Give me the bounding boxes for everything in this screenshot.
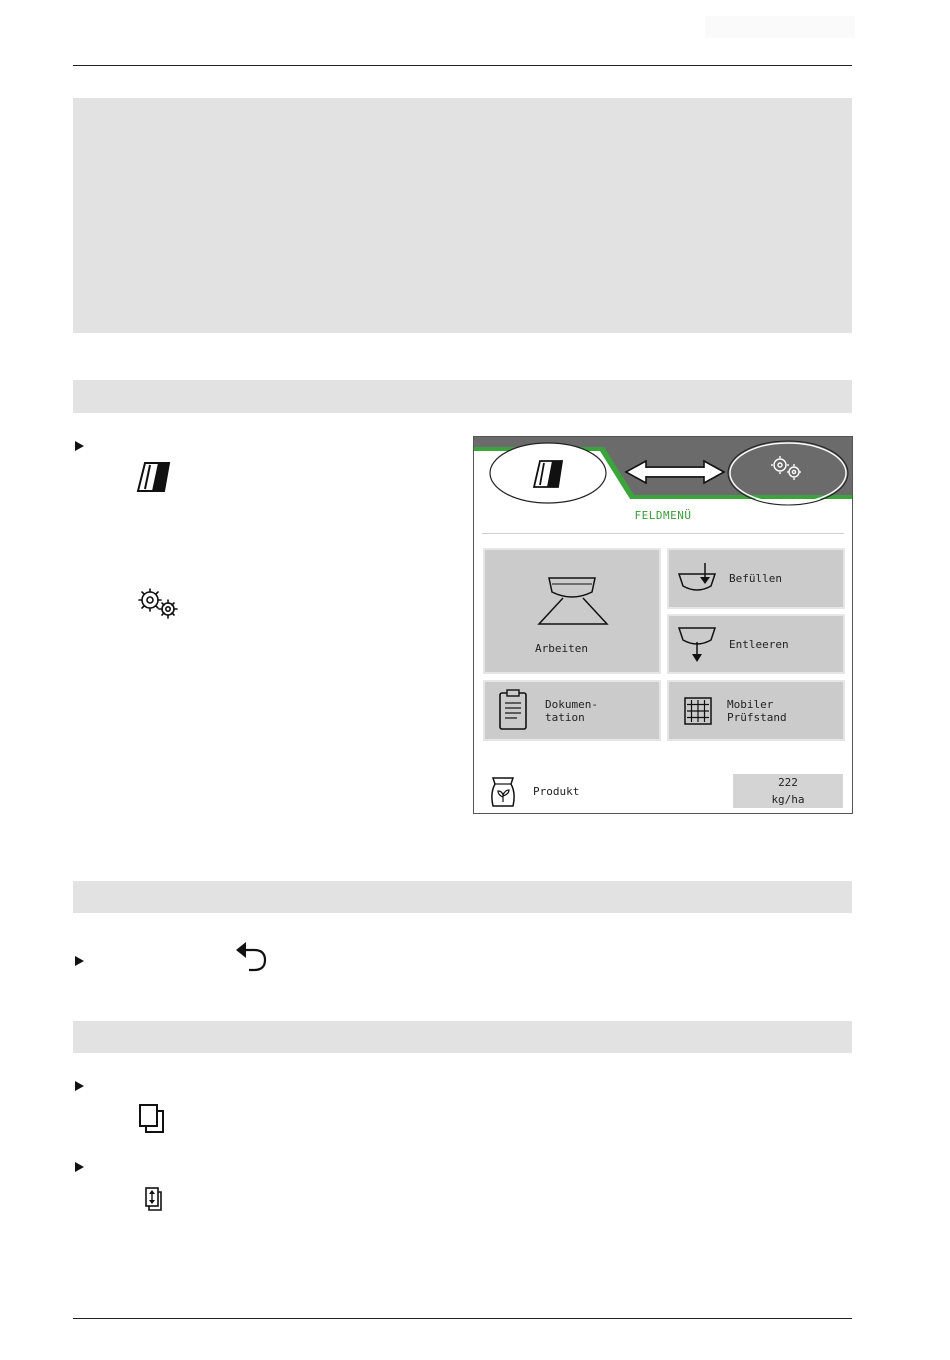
tile-arbeiten-label: Arbeiten <box>535 642 588 655</box>
grid-test-icon <box>683 696 713 726</box>
menu-divider <box>482 533 844 534</box>
product-bag-icon <box>488 775 518 809</box>
tile-pruefstand-label-1: Mobiler <box>727 698 774 711</box>
product-rate-field[interactable] <box>733 774 843 808</box>
tile-befuellen-label: Befüllen <box>729 572 782 585</box>
tile-entleeren-label: Entleeren <box>729 638 789 651</box>
tile-befuellen[interactable] <box>667 548 845 609</box>
tile-arbeiten[interactable] <box>483 548 661 674</box>
tile-pruefstand[interactable] <box>667 680 845 741</box>
step-bullet <box>75 1162 84 1172</box>
section-heading-bar-3 <box>73 1021 852 1053</box>
fill-hopper-icon <box>677 562 717 596</box>
terminal-screen <box>473 436 853 814</box>
clipboard-icon <box>497 688 529 732</box>
menu-tab-bar <box>474 437 852 509</box>
footer-rule <box>73 1318 852 1319</box>
tile-dokumentation-label-1: Dokumen- <box>545 698 598 711</box>
product-rate-unit: kg/ha <box>771 793 805 806</box>
step-bullet <box>75 1081 84 1091</box>
tile-pruefstand-label-2: Prüfstand <box>727 711 787 724</box>
section-heading-bar-2 <box>73 881 852 913</box>
header-area <box>705 16 855 38</box>
pages-icon <box>137 1102 167 1134</box>
step-bullet <box>75 956 84 966</box>
field-menu-icon <box>136 461 172 493</box>
product-label: Produkt <box>533 785 580 798</box>
product-rate-value: 222 <box>778 776 798 789</box>
tile-dokumentation[interactable] <box>483 680 661 741</box>
info-panel <box>73 98 852 333</box>
menu-title: FELDMENÜ <box>634 509 692 522</box>
step-bullet <box>75 441 84 451</box>
tile-entleeren[interactable] <box>667 614 845 674</box>
page-scroll-icon <box>143 1186 163 1212</box>
header-rule <box>73 65 852 66</box>
spreader-icon <box>535 572 611 630</box>
section-heading-bar-1 <box>73 380 852 413</box>
back-arrow-icon <box>234 940 270 974</box>
gears-icon <box>136 587 182 621</box>
tile-dokumentation-label-2: tation <box>545 711 585 724</box>
empty-hopper-icon <box>677 624 717 664</box>
